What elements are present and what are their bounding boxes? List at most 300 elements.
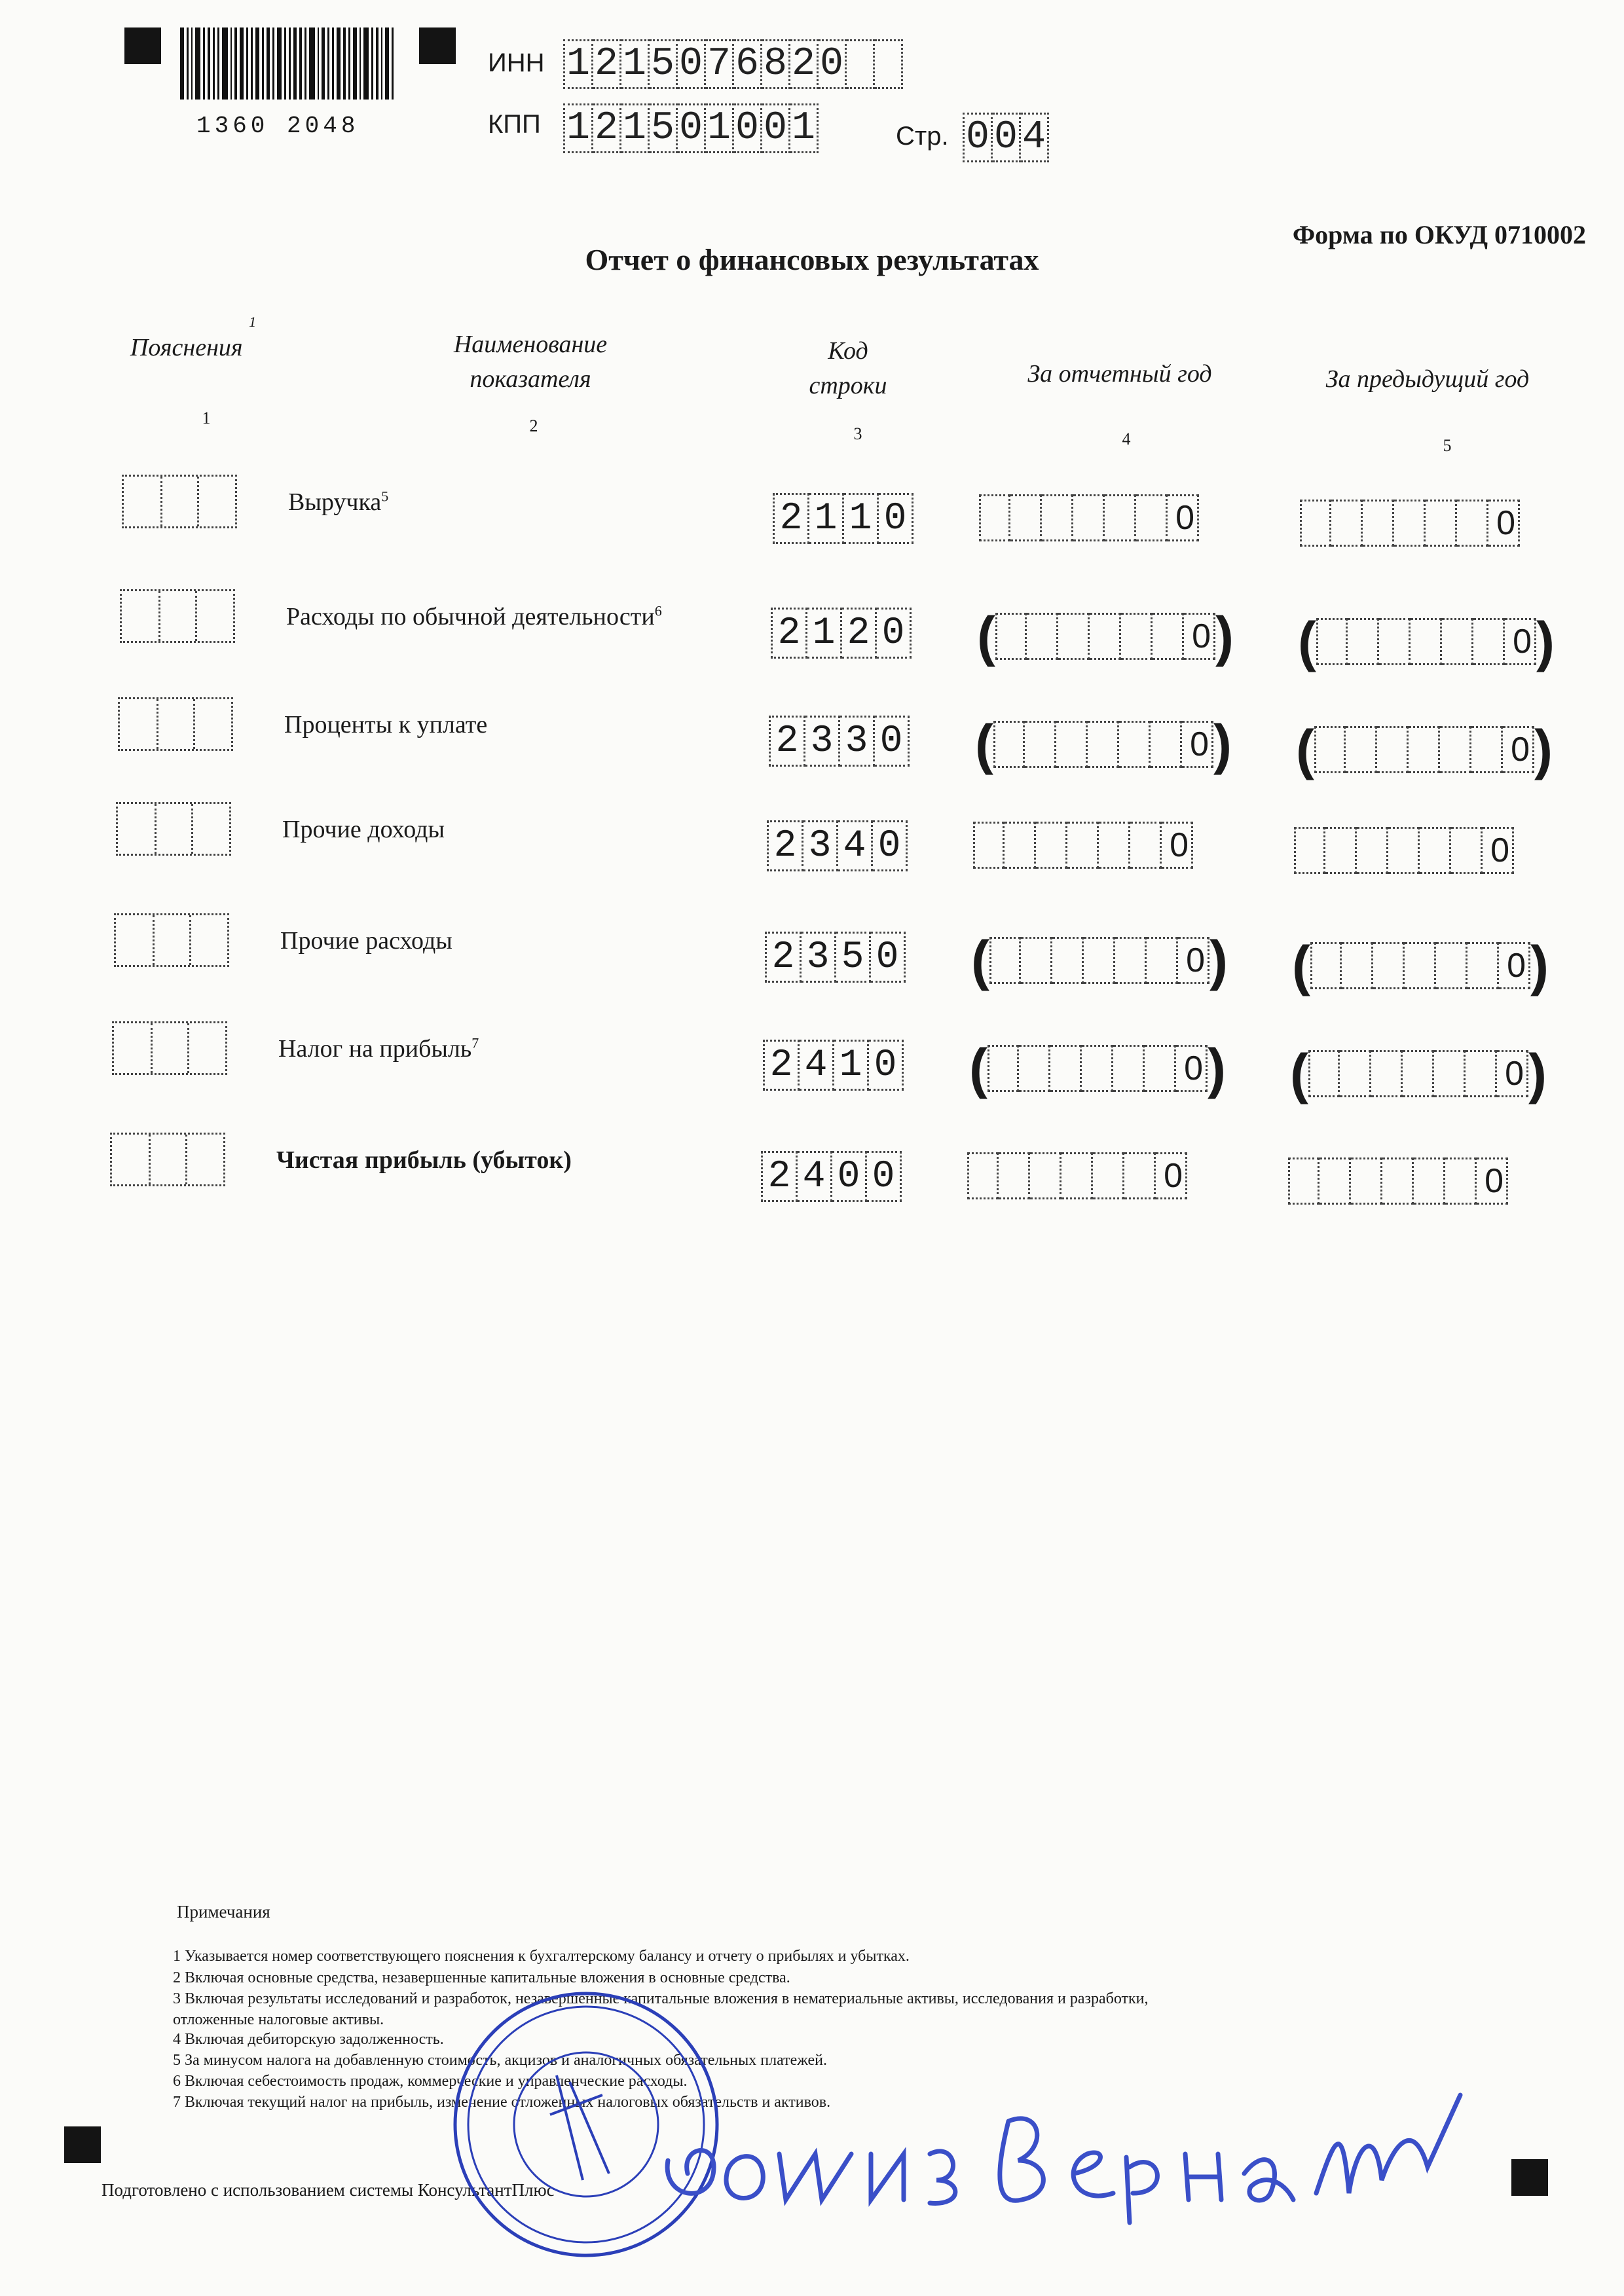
row-code-digit: 0 — [873, 820, 908, 871]
explanation-field — [116, 802, 231, 856]
column-name-line2: показателя — [470, 365, 591, 393]
row-indicator-name — [278, 1034, 479, 1063]
previous-year-value-cell — [1340, 1050, 1371, 1097]
current-year-value-cell — [1145, 1045, 1176, 1092]
previous-year-value-cell — [1436, 942, 1467, 989]
row-code-digit: 1 — [834, 1040, 869, 1091]
row-code-digit: 1 — [844, 493, 879, 544]
barcode-bar — [195, 27, 200, 100]
page-label: Стр. — [896, 122, 949, 151]
current-year-value-field — [979, 494, 1199, 541]
barcode-bar — [208, 27, 211, 100]
current-year-value-field — [969, 1038, 1226, 1099]
note-item: 2 Включая основные средства, незавершенные капитальные вложения в основные средства. — [173, 1969, 790, 1986]
current-year-value-cell — [1088, 721, 1119, 768]
row-indicator-name — [284, 710, 487, 739]
row-name-text: Расходы по обычной деятельности — [286, 603, 655, 630]
row-code-field — [761, 1151, 902, 1202]
explanation-field — [114, 913, 229, 967]
inn-digit: 7 — [706, 39, 734, 89]
previous-year-value-cell — [1409, 726, 1440, 773]
current-year-value-cell: 0 — [1168, 494, 1199, 541]
barcode-bar — [299, 27, 302, 100]
previous-year-value-cell — [1288, 1157, 1320, 1205]
current-year-value-cells — [967, 1152, 1187, 1199]
note-item: отложенные налоговые активы. — [173, 2011, 384, 2028]
previous-year-value-cell — [1442, 618, 1473, 665]
column-code-line1: Код — [828, 337, 868, 365]
current-year-value-cell — [1084, 937, 1115, 984]
row-code-digit: 2 — [761, 1151, 798, 1202]
previous-year-value-cell — [1379, 618, 1411, 665]
negative-open-paren: ( — [971, 930, 989, 991]
current-year-value-cell — [1099, 822, 1130, 869]
note-item: 3 Включая результаты исследований и разработок, незавершенные капитальные вложения в нематериальные активы, исследования и разработки, — [173, 1990, 1149, 2007]
previous-year-value-cell — [1411, 618, 1442, 665]
current-year-value-cell — [1058, 613, 1090, 660]
inn-digit: 5 — [650, 39, 678, 89]
current-year-value-cell — [1067, 822, 1099, 869]
row-footnote-ref: 5 — [381, 488, 389, 505]
current-year-value-cell: 0 — [1178, 937, 1209, 984]
barcode-bar — [381, 27, 383, 100]
inn-digit — [875, 39, 903, 89]
current-year-value-cell — [1136, 494, 1168, 541]
current-year-value-cells — [979, 494, 1199, 541]
previous-year-value-cell — [1342, 942, 1373, 989]
barcode-bar — [267, 27, 270, 100]
current-year-value-cell — [1050, 1045, 1082, 1092]
barcode-bar — [343, 27, 346, 100]
explanation-field — [118, 697, 233, 751]
row-indicator-name — [288, 488, 388, 517]
current-year-value-cell — [1019, 1045, 1050, 1092]
previous-year-value-field — [1296, 719, 1553, 780]
current-year-value-cell — [1124, 1152, 1156, 1199]
barcode-bar — [318, 27, 320, 100]
previous-year-value-cell — [1357, 827, 1388, 874]
kpp-digit: 0 — [734, 103, 762, 153]
previous-year-value-cells — [1316, 618, 1536, 665]
barcode-bar — [246, 27, 248, 100]
previous-year-value-cell — [1348, 618, 1379, 665]
previous-year-value-cells — [1288, 1157, 1508, 1205]
row-indicator-name — [286, 602, 662, 631]
note-item: 4 Включая дебиторскую задолженность. — [173, 2031, 444, 2048]
kpp-digit: 5 — [650, 103, 678, 153]
barcode-bar — [222, 27, 228, 100]
negative-open-paren: ( — [1290, 1043, 1308, 1104]
barcode-bar — [187, 27, 189, 100]
current-year-value-cell — [1130, 822, 1162, 869]
barcode-number: 1360 2048 — [196, 113, 360, 139]
row-code-digit: 4 — [798, 1151, 832, 1202]
report-title: Отчет о финансовых результатах — [585, 243, 1039, 276]
current-year-value-cell — [1073, 494, 1105, 541]
barcode-bar — [262, 27, 264, 100]
previous-year-value-cells — [1308, 1050, 1528, 1097]
barcode-bar — [322, 27, 325, 100]
current-year-value-field — [967, 1152, 1187, 1199]
registration-marker-top-right — [419, 27, 456, 64]
negative-open-paren: ( — [977, 606, 995, 667]
column-header-explanations — [111, 314, 275, 365]
inn-digit: 0 — [678, 39, 706, 89]
previous-year-value-cell: 0 — [1483, 827, 1514, 874]
row-name-text: Прочие расходы — [280, 927, 452, 955]
page-number-field — [963, 113, 1049, 162]
footer-text: Подготовлено с использованием системы КонсультантПлюс — [101, 2180, 555, 2200]
previous-year-value-cell — [1314, 726, 1346, 773]
previous-year-value-cell: 0 — [1505, 618, 1536, 665]
current-year-value-cells — [993, 721, 1213, 768]
row-indicator-name — [276, 1146, 572, 1175]
previous-year-value-cell — [1346, 726, 1377, 773]
registration-marker-top-left — [124, 27, 161, 64]
previous-year-value-cell — [1363, 500, 1394, 547]
negative-close-paren: ) — [1536, 611, 1555, 672]
current-year-value-cell — [993, 721, 1025, 768]
current-year-value-cell — [987, 1045, 1019, 1092]
current-year-value-cell: 0 — [1162, 822, 1193, 869]
inn-field — [563, 39, 903, 89]
row-code-digit: 0 — [879, 493, 913, 544]
current-year-value-cells — [987, 1045, 1208, 1092]
page-digit: 0 — [993, 113, 1021, 162]
barcode-bar — [284, 27, 286, 100]
barcode-bar — [251, 27, 253, 100]
negative-open-paren: ( — [1292, 935, 1310, 996]
row-code-digit: 3 — [802, 932, 836, 983]
previous-year-value-cell: 0 — [1503, 726, 1534, 773]
current-year-value-cell — [1090, 613, 1121, 660]
previous-year-value-cells — [1310, 942, 1530, 989]
negative-open-paren: ( — [975, 714, 993, 775]
row-code-digit: 0 — [869, 1040, 904, 1091]
row-code-digit: 3 — [805, 716, 840, 767]
previous-year-value-cell — [1467, 942, 1499, 989]
inn-digit: 6 — [734, 39, 762, 89]
barcode-bar — [255, 27, 260, 100]
previous-year-value-field — [1288, 1157, 1508, 1205]
kpp-digit: 0 — [762, 103, 790, 153]
previous-year-value-cell — [1473, 618, 1505, 665]
previous-year-value-cell — [1440, 726, 1471, 773]
page-digit: 0 — [963, 113, 993, 162]
current-year-value-cell — [995, 613, 1027, 660]
current-year-value-cells — [995, 613, 1215, 660]
previous-year-value-cell — [1445, 1157, 1477, 1205]
current-year-value-cell — [1042, 494, 1073, 541]
current-year-value-cell — [1030, 1152, 1061, 1199]
row-code-digit: 2 — [842, 608, 877, 659]
previous-year-value-cells — [1300, 500, 1520, 547]
row-code-digit: 1 — [807, 608, 842, 659]
barcode-bar — [337, 27, 341, 100]
row-code-digit: 0 — [832, 1151, 867, 1202]
barcode-bar — [348, 27, 350, 100]
row-footnote-ref: 6 — [654, 602, 662, 619]
page-digit: 4 — [1021, 113, 1049, 162]
row-code-digit: 0 — [867, 1151, 902, 1202]
previous-year-value-cell — [1377, 726, 1409, 773]
column-header-name — [419, 327, 642, 397]
column-explanations-sup: 1 — [249, 314, 257, 331]
row-code-digit: 2 — [771, 608, 807, 659]
row-name-text: Выручка — [288, 488, 382, 516]
negative-close-paren: ) — [1528, 1043, 1547, 1104]
previous-year-value-cell — [1471, 726, 1503, 773]
row-indicator-name — [280, 926, 452, 955]
barcode-bar — [231, 27, 232, 100]
previous-year-value-cell — [1457, 500, 1488, 547]
column-header-code — [766, 334, 930, 403]
previous-year-value-cell — [1388, 827, 1420, 874]
row-name-text: Прочие доходы — [282, 816, 445, 843]
barcode-bar — [289, 27, 291, 100]
current-year-value-cell — [1010, 494, 1042, 541]
kpp-label: КПП — [488, 110, 541, 139]
row-code-field — [773, 493, 913, 544]
inn-digit: 2 — [593, 39, 621, 89]
current-year-value-cell: 0 — [1182, 721, 1213, 768]
negative-open-paren: ( — [1296, 719, 1314, 780]
column-code-line2: строки — [809, 372, 887, 400]
current-year-value-cell — [1153, 613, 1184, 660]
current-year-value-cell — [1061, 1152, 1093, 1199]
kpp-field — [563, 103, 819, 153]
previous-year-value-cell — [1351, 1157, 1382, 1205]
kpp-digit: 1 — [790, 103, 819, 153]
column-number-3: 3 — [853, 424, 862, 443]
previous-year-value-cell — [1331, 500, 1363, 547]
current-year-value-cell — [973, 822, 1005, 869]
notes-title: Примечания — [177, 1902, 270, 1922]
column-explanations-label: Пояснения — [130, 334, 243, 361]
previous-year-value-cell — [1371, 1050, 1403, 1097]
barcode-bar — [180, 27, 184, 100]
previous-year-value-field — [1300, 500, 1520, 547]
current-year-value-field — [971, 930, 1228, 991]
inn-digit: 8 — [762, 39, 790, 89]
current-year-value-cells — [973, 822, 1193, 869]
current-year-value-cell — [1027, 613, 1058, 660]
row-name-text: Проценты к уплате — [284, 711, 488, 738]
negative-close-paren: ) — [1534, 719, 1553, 780]
column-name-line1: Наименование — [453, 331, 608, 358]
current-year-value-cell: 0 — [1176, 1045, 1208, 1092]
previous-year-value-cell — [1320, 1157, 1351, 1205]
previous-year-value-cells — [1294, 827, 1514, 874]
row-code-digit: 2 — [765, 932, 802, 983]
explanation-field — [122, 475, 237, 528]
handwritten-signature — [655, 2082, 1493, 2232]
inn-digit: 1 — [563, 39, 593, 89]
row-code-digit: 2 — [767, 820, 803, 871]
current-year-value-cell — [999, 1152, 1030, 1199]
barcode-bar — [272, 27, 274, 100]
current-year-value-cell — [1151, 721, 1182, 768]
negative-open-paren: ( — [969, 1038, 987, 1099]
previous-year-value-cell — [1300, 500, 1331, 547]
row-code-digit: 2 — [763, 1040, 800, 1091]
previous-year-value-cell: 0 — [1477, 1157, 1508, 1205]
barcode — [180, 27, 396, 106]
barcode-bar — [371, 27, 373, 100]
current-year-value-cell — [1121, 613, 1153, 660]
inn-digit: 2 — [790, 39, 819, 89]
previous-year-value-cell — [1420, 827, 1451, 874]
previous-year-value-cell — [1414, 1157, 1445, 1205]
column-number-5: 5 — [1443, 436, 1452, 455]
current-year-value-field — [975, 714, 1232, 775]
barcode-bar — [363, 27, 369, 100]
note-item: 7 Включая текущий налог на прибыль, изменение отложенных налоговых обязательств и активов. — [173, 2094, 831, 2111]
current-year-value-cell — [1021, 937, 1052, 984]
row-code-digit: 3 — [840, 716, 875, 767]
current-year-value-cell — [979, 494, 1010, 541]
current-year-value-cells — [989, 937, 1209, 984]
registration-marker-bottom-left — [64, 2126, 101, 2163]
previous-year-value-cell — [1294, 827, 1325, 874]
current-year-value-cell — [1056, 721, 1088, 768]
previous-year-value-cell — [1405, 942, 1436, 989]
row-code-field — [765, 932, 906, 983]
okud-form-code: Форма по ОКУД 0710002 — [1292, 220, 1586, 249]
previous-year-value-cell — [1451, 827, 1483, 874]
current-year-value-cell — [1115, 937, 1147, 984]
row-name-text: Налог на прибыль — [278, 1035, 472, 1063]
previous-year-value-cell — [1394, 500, 1426, 547]
barcode-bar — [332, 27, 334, 100]
previous-year-value-cell — [1434, 1050, 1466, 1097]
previous-year-value-cell: 0 — [1499, 942, 1530, 989]
row-code-field — [771, 608, 912, 659]
barcode-bar — [293, 27, 297, 100]
note-item: 6 Включая себестоимость продаж, коммерческие и управленческие расходы. — [173, 2073, 688, 2090]
previous-year-value-cell: 0 — [1497, 1050, 1528, 1097]
inn-digit: 1 — [621, 39, 650, 89]
inn-digit: 0 — [819, 39, 847, 89]
current-year-value-cell — [967, 1152, 999, 1199]
barcode-bar — [309, 27, 315, 100]
current-year-value-cell — [989, 937, 1021, 984]
row-code-digit: 2 — [769, 716, 805, 767]
kpp-digit: 1 — [621, 103, 650, 153]
negative-close-paren: ) — [1213, 714, 1232, 775]
previous-year-value-cell: 0 — [1488, 500, 1520, 547]
explanation-field — [112, 1021, 227, 1075]
row-code-digit: 5 — [836, 932, 871, 983]
kpp-digit: 2 — [593, 103, 621, 153]
row-code-digit: 0 — [877, 608, 912, 659]
row-code-digit: 4 — [838, 820, 873, 871]
column-header-current-year: За отчетный год — [1027, 360, 1212, 388]
explanation-field — [120, 589, 235, 643]
previous-year-value-cell — [1426, 500, 1457, 547]
barcode-bar — [277, 27, 282, 100]
negative-open-paren: ( — [1298, 611, 1316, 672]
current-year-value-cell — [1005, 822, 1036, 869]
column-number-1: 1 — [202, 409, 211, 428]
current-year-value-cell — [1052, 937, 1084, 984]
current-year-value-cell — [1105, 494, 1136, 541]
row-code-digit: 2 — [773, 493, 809, 544]
kpp-digit: 1 — [563, 103, 593, 153]
row-code-field — [767, 820, 908, 871]
current-year-value-cell — [1119, 721, 1151, 768]
row-code-digit: 3 — [803, 820, 838, 871]
registration-marker-bottom-right — [1511, 2159, 1548, 2196]
previous-year-value-cell — [1310, 942, 1342, 989]
explanation-field — [110, 1133, 225, 1186]
row-name-text: Чистая прибыль (убыток) — [276, 1146, 572, 1174]
previous-year-value-field — [1298, 611, 1555, 672]
barcode-bar — [392, 27, 394, 100]
column-header-previous-year: За предыдущий год — [1325, 365, 1530, 393]
current-year-value-cell — [1113, 1045, 1145, 1092]
previous-year-value-cell — [1308, 1050, 1340, 1097]
current-year-value-cell — [1093, 1152, 1124, 1199]
inn-digit — [847, 39, 875, 89]
barcode-bar — [385, 27, 389, 100]
previous-year-value-field — [1290, 1043, 1547, 1104]
previous-year-value-cell — [1373, 942, 1405, 989]
kpp-digit: 0 — [678, 103, 706, 153]
barcode-bar — [234, 27, 237, 100]
note-item: 1 Указывается номер соответствующего пояснения к бухгалтерскому балансу и отчету о прибылях и убытках. — [173, 1948, 910, 1965]
previous-year-value-cell — [1466, 1050, 1497, 1097]
row-code-field — [769, 716, 910, 767]
previous-year-value-cell — [1325, 827, 1357, 874]
barcode-bar — [240, 27, 244, 100]
current-year-value-field — [977, 606, 1234, 667]
current-year-value-cell — [1082, 1045, 1113, 1092]
barcode-bar — [376, 27, 378, 100]
previous-year-value-cells — [1314, 726, 1534, 773]
barcode-bar — [217, 27, 219, 100]
previous-year-value-cell — [1316, 618, 1348, 665]
column-number-2: 2 — [529, 416, 538, 435]
negative-close-paren: ) — [1530, 935, 1549, 996]
barcode-bar — [360, 27, 361, 100]
row-footnote-ref: 7 — [471, 1034, 479, 1051]
row-code-digit: 0 — [875, 716, 910, 767]
negative-close-paren: ) — [1209, 930, 1228, 991]
column-number-4: 4 — [1122, 429, 1131, 448]
current-year-value-cell — [1147, 937, 1178, 984]
barcode-bar — [327, 27, 329, 100]
barcode-bar — [213, 27, 215, 100]
row-code-digit: 4 — [800, 1040, 834, 1091]
current-year-value-cell — [1025, 721, 1056, 768]
current-year-value-cell: 0 — [1184, 613, 1215, 660]
row-code-field — [763, 1040, 904, 1091]
inn-label: ИНН — [488, 48, 545, 77]
row-indicator-name — [282, 815, 445, 844]
previous-year-value-cell — [1403, 1050, 1434, 1097]
previous-year-value-field — [1294, 827, 1514, 874]
kpp-digit: 1 — [706, 103, 734, 153]
row-code-digit: 0 — [871, 932, 906, 983]
current-year-value-cell: 0 — [1156, 1152, 1187, 1199]
negative-close-paren: ) — [1215, 606, 1234, 667]
barcode-bar — [304, 27, 306, 100]
negative-close-paren: ) — [1207, 1038, 1226, 1099]
row-code-digit: 1 — [809, 493, 844, 544]
barcode-bar — [191, 27, 193, 100]
current-year-value-field — [973, 822, 1193, 869]
